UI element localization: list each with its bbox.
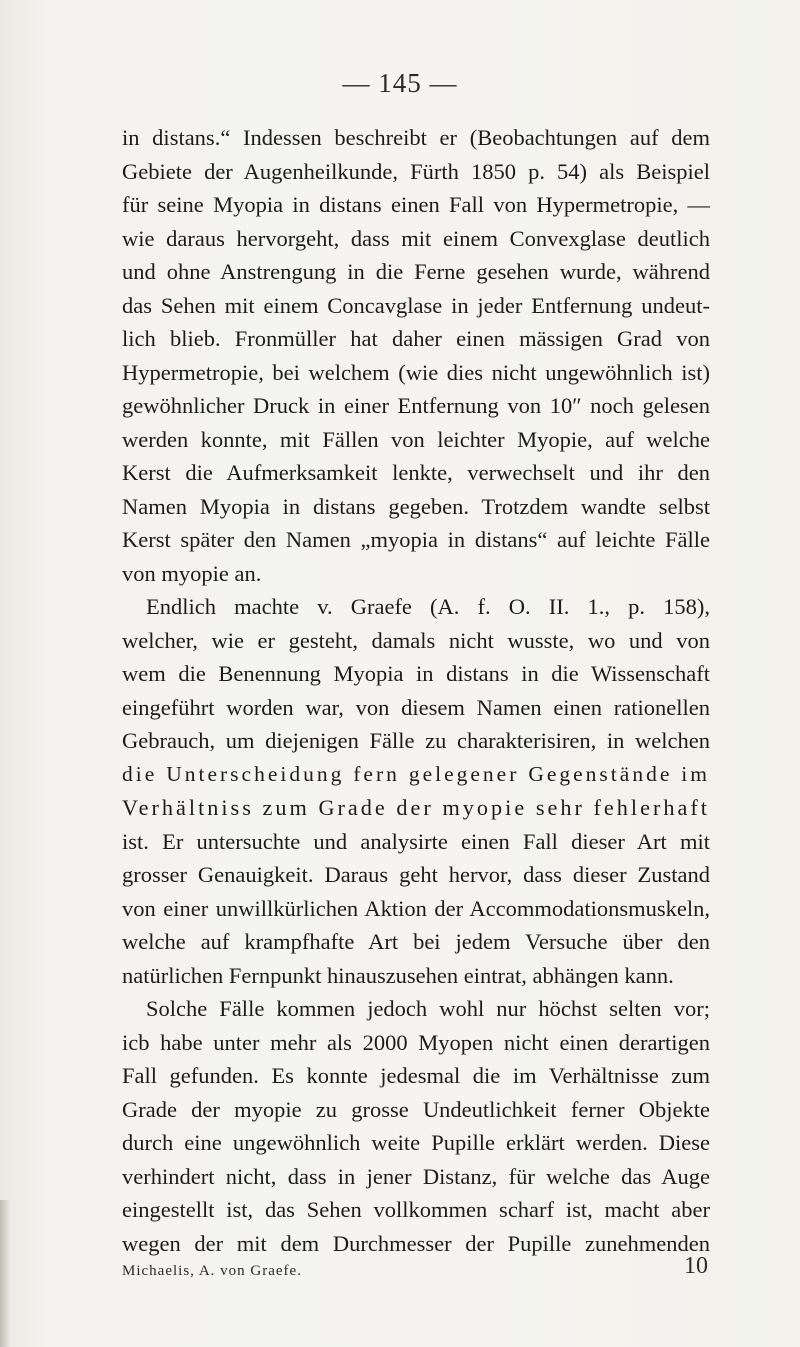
text-line: Endlich machte v. Graefe (A. f. O. II. 1., p. 158), — [146, 594, 710, 619]
text-line: Hypermetropie, bei welchem (wie dies nicht ungewöhnlich ist) — [122, 359, 710, 385]
signature-line: Michaelis, A. von Graefe. — [122, 1263, 302, 1279]
text-line: icb habe unter mehr als 2000 Myopen nicht einen derartigen — [122, 1029, 710, 1055]
paragraph-3 — [122, 992, 710, 1260]
paragraph-2 — [122, 590, 710, 992]
text-line: wem die Benennung Myopia in distans in die Wissenschaft — [122, 661, 710, 686]
text-line: Kerst später den Namen „myopia in distans“ auf leichte Fälle — [122, 527, 710, 552]
text-line: Solche Fälle kommen jedoch wohl nur höchst selten vor; — [146, 996, 710, 1021]
text-line: wegen der mit dem Durchmesser der Pupille zunehmenden — [122, 1230, 710, 1256]
text-line: grosser Genauigkeit. Daraus geht hervor, dass dieser Zustand — [122, 862, 710, 887]
text-line: in distans.“ Indessen beschreibt er (Beobachtungen auf dem — [122, 125, 710, 150]
text-line: welche auf krampfhafte Art bei jedem Versuche über den — [122, 929, 710, 954]
text-line: Grade der myopie zu grosse Undeutlichkeit ferner Objekte — [122, 1096, 710, 1122]
text-line: von myopie an. — [122, 560, 262, 586]
paragraph-1 — [122, 121, 710, 590]
text-line: eingestellt ist, das Sehen vollkommen scharf ist, macht aber — [122, 1197, 710, 1222]
text-line: Kerst die Aufmerksamkeit lenkte, verwechselt und ihr den — [122, 460, 710, 485]
text-line: ist. Er untersuchte und analysirte einen Fall dieser Art mit — [122, 828, 710, 854]
text-line: durch eine ungewöhnlich weite Pupille erklärt werden. Diese — [122, 1130, 710, 1155]
text-line: Gebiete der Augenheilkunde, Fürth 1850 p. 54) als Beispiel — [122, 158, 710, 184]
sheet-number: 10 — [684, 1253, 708, 1279]
text-line: welcher, wie er gesteht, damals nicht wusste, wo und von — [122, 627, 710, 653]
text-line: wie daraus hervorgeht, dass mit einem Convexglase deutlich — [122, 225, 710, 251]
text-line: gewöhnlicher Druck in einer Entfernung von 10″ noch gelesen — [122, 393, 710, 418]
page-edge-shadow — [0, 1200, 10, 1347]
text-line: eingeführt worden war, von diesem Namen einen rationellen — [122, 694, 710, 720]
page-footer — [122, 1255, 710, 1285]
text-line: natürlichen Fernpunkt hinauszusehen eintrat, abhängen kann. — [122, 962, 674, 988]
text-line: Gebrauch, um diejenigen Fälle zu charakterisiren, in welchen — [122, 728, 710, 753]
text-line: verhindert nicht, dass in jener Distanz, für welche das Auge — [122, 1163, 710, 1189]
text-line: Fall gefunden. Es konnte jedesmal die im Verhältnisse zum — [122, 1063, 710, 1088]
text-line: werden konnte, mit Fällen von leichter Myopie, auf welche — [122, 426, 710, 452]
text-line-emphasis: Verhältniss zum Grade der myopie sehr fehlerhaft — [122, 795, 710, 820]
body-text — [122, 121, 710, 1260]
text-line: lich blieb. Fronmüller hat daher einen mässigen Grad von — [122, 326, 710, 351]
text-line: von einer unwillkürlichen Aktion der Accommodationsmuskeln, — [122, 895, 710, 921]
page-number: — 145 — — [342, 68, 458, 98]
text-line: und ohne Anstrengung in die Ferne gesehen wurde, während — [122, 259, 710, 284]
text-line-emphasis: die Unterscheidung fern gelegener Gegenstände im — [122, 761, 710, 786]
text-line: für seine Myopia in distans einen Fall von Hypermetropie, — — [122, 192, 710, 217]
text-line: das Sehen mit einem Concavglase in jeder Entfernung undeut- — [122, 292, 710, 318]
text-line: Namen Myopia in distans gegeben. Trotzdem wandte selbst — [122, 493, 710, 519]
